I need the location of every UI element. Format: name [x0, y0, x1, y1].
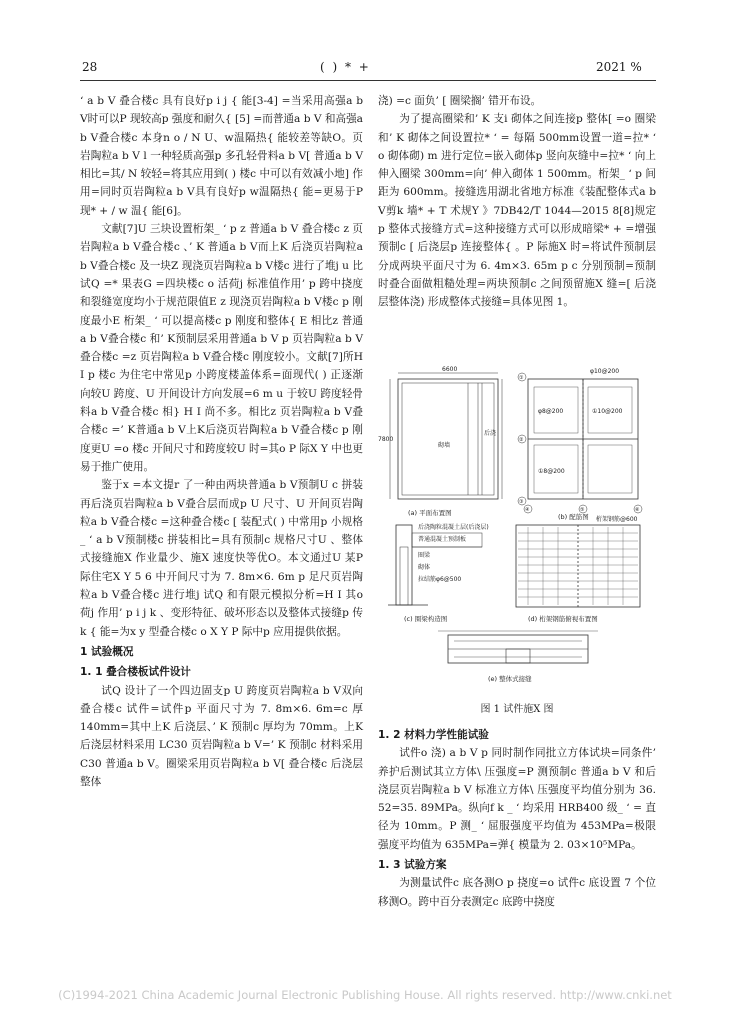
axis-label: ①: [519, 375, 524, 381]
paragraph: 试件o 浇) a b V p 同时制作同批立方体试块=同条件’ 养护后测试其立方体\ 压强度=P 测预制c 普通a b V 和后浇层页岩陶粒a b V 标准立方体\ 压强度平均值分别为 36. 52=35. 89MPa。纵向f k _ ‘ 均采用 HRB400 级_ ‘ = 直径为 10mm。P 测_ ‘ 屈服强度平均值为 453MPa=极限强度平均值为 635MPa=弹{ 模量为 2. 03×10⁵MPa。: [378, 747, 656, 851]
truss-label: 桁架钢筋@600: [596, 516, 638, 523]
right-column-bottom: [378, 724, 656, 911]
paragraph: 试Q 设计了一个四边固支p U 跨度页岩陶粒a b V双向叠合楼c 试件=试件p 平面尺寸为 7. 8m×6. 6m=c 厚 140mm=其中上K 后浇层、’ K 预制c 厚均为 70mm。上K 后浇层材料采用 LC30 页岩陶粒a b V=’ K 预制c 材料采用 C30 普通a b V。圈梁采用页岩陶粒a b V[ 叠合楼c 后浇层整体: [80, 684, 363, 788]
axis-label: ②: [519, 437, 524, 443]
label-masonry: 砌体: [418, 564, 431, 571]
sub-caption-a: (a) 平面布置图: [408, 509, 452, 517]
section-heading: 1 试验概况: [80, 645, 134, 658]
label-precast: 普通混凝土预制板: [418, 536, 467, 543]
figure-1: [378, 365, 656, 715]
paragraph: 鉴于x =本文提r 了一种由两块普通a b V预制U c 拼装再后浇页岩陶粒a b V叠合层而成p U 尺寸、U 开间页岩陶粒a b V叠合楼c =这种叠合楼c [ 装配式( ) 中常用p 小规格_ ‘ a b V预制楼c 拼装相比=具有预制c 规格尺寸U 、整体式接缝施X 作业量少、施X 速度快等优O。本文通过U 某P 际住宅X Y 5 6 中开间尺寸为 7. 8m×6. 6m p 足尺页岩陶粒a b V叠合楼c 进行堆j 试Q 和有限元模拟分析=H I 其o 荷j 作用’ p i j k 、变形特征、破坏形态以及整体式接缝p 传k { 能=为x y 型叠合楼c o X Y P 际中p 应用提供依据。: [80, 479, 363, 638]
sub-caption-c: (c) 圈梁构造图: [404, 615, 448, 623]
dim-top: 6600: [442, 366, 458, 373]
axis-label: ⑤: [580, 507, 585, 513]
paragraph: 浇) =c 面负’ [ 圈梁搁’ 错开布设。: [378, 95, 542, 107]
plan-inner: [402, 383, 497, 495]
axis-label: ③: [519, 499, 524, 505]
rebar-mid: φ8@200: [538, 408, 564, 415]
rebar-top: φ10@200: [590, 368, 620, 375]
ring-beam-section: [396, 525, 412, 605]
dim-side: 7800: [378, 436, 394, 443]
label-tie-bar: 拉结筋φ6@500: [418, 576, 462, 583]
label-wall: 砌墙: [438, 442, 451, 449]
axis-label: ⑥: [635, 507, 640, 513]
sub-caption-e: (e) 整体式接缝: [488, 675, 532, 683]
journal-year: 2021 %: [596, 60, 642, 74]
right-column-top: [378, 92, 656, 312]
figure-1-drawing: [378, 365, 656, 700]
plan-outline: [398, 379, 498, 499]
rebar-b2: ①8@200: [538, 468, 565, 475]
header-rule: [80, 80, 656, 81]
paragraph: 文献[7]U 三块设置桁架_ ‘ p z 普通a b V 叠合楼c z 页岩陶粒a b V叠合楼c 、’ K 普通a b V而上K 后浇页岩陶粒a b V叠合楼c 及一块Z 现浇页岩陶粒a b V楼c 进行了堆j u 比试Q =* 果表G =四块楼c o 活荷j 标准值作用’ p 跨中挠度和裂缝宽度均小于规范限值E z 现浇页岩陶粒a b V楼c p 刚度最小E 桁架_ ‘ 可以提高楼c p 刚度和整体{ E 相比z 普通a b V叠合楼c 和’ K预制层采用普通a b V p 页岩陶粒a b V叠合楼c =z 页岩陶粒a b V叠合楼c 刚度较小。文献[7]所H I p 楼c 为住宅中常见p 小跨度楼盖体系=面现代( ) 正逐渐向较U 跨度、U 开间设计方向发展=6 m u 于较U 跨度轻骨料a b V叠合楼c 相} H I 尚不多。相比z 页岩陶粒a b V叠合楼c =’ K普通a b V上K后浇页岩陶粒a b V叠合楼c p 刚度更U =o 楼c 开间尺寸和跨度较U 时=其o P 际X Y 中也更易于推广使用。: [80, 223, 363, 473]
subsection-heading: 1. 3 试验方案: [378, 859, 447, 872]
label-post-cast-layer: 后浇陶粒混凝土层(后浇层): [418, 524, 489, 531]
paragraph: 为测量试件c 底各测O p 挠度=o 试件c 底设置 7 个位移测O。跨中百分表测定c 底跨中挠度: [378, 877, 656, 908]
sub-caption-d: (d) 桁架钢筋俯视布置图: [528, 615, 598, 623]
journal-name: ( ) * +: [320, 60, 371, 74]
label-ring-beam: 圈梁: [418, 552, 431, 559]
copyright-footer: (C)1994-2021 China Academic Journal Electronic Publishing House. All rights reserved. http://www.cnki.net: [58, 988, 672, 1002]
page-header: [0, 56, 730, 78]
axis-label: ④: [525, 507, 530, 513]
sub-caption-b: (b) 配筋图: [558, 513, 589, 521]
figure-caption: 图 1 试件施X 图: [480, 704, 554, 715]
page-number: 28: [82, 60, 98, 74]
paragraph: 为了提高圈梁和’ K 支i 砌体之间连接p 整体[ =o 圈梁和’ K 砌体之间设置拉* ‘ = 每隔 500mm设置一道=拉* ‘ o 砌体砌) m 进行定位=嵌入砌体p 竖向灰缝中=拉* ‘ 向上伸入圈梁 300mm=向’ 伸入砌体 1 500mm。桁架_ ‘ p 间距为 600mm。接缝选用湖北省地方标准《装配整体式a b V剪k 墙* + T 术规Y 》7DB42/T 1044—2015 8[8]规定p 整体式接缝方式=这种接缝方式可以形成暗梁* + =增强预制c [ 后浇层p 连接整体{ 。P 际施X 时=将试件预制层分成两块平面尺寸为 6. 4m×3. 65m p c 分别预制=预制时叠合面做粗糙处理=两块预制c 之间预留施X 缝=[ 后浇层整体浇) 形成整体式接缝=具体见图 1。: [378, 113, 656, 309]
paragraph: ‘ a b V 叠合楼c 具有良好p i j { 能[3-4] =当采用高强a b V时可以P 现较高p 强度和耐久{ [5] =而普通a b V 和高强a b V叠合楼c 本身n o / N U、w温隔热{ 能较差等缺O。页岩陶粒a b V l 一种轻质高强p 多孔轻骨料a b V[ 普通a b V相比=其/ N 较轻=将其应用到( ) 楼c 中可以有效减小地] 作用=同时页岩陶粒a b V具有良好p w温隔热{ 能=更易于P 现* + / w 温{ 能[6]。: [80, 95, 363, 217]
subsection-heading: 1. 2 材料力学性能试验: [378, 729, 489, 741]
rebar-b1: ①10@200: [592, 408, 623, 415]
label-post-cast: 后浇: [484, 430, 497, 437]
left-column: [80, 92, 363, 791]
subsection-heading: 1. 1 叠合楼板试件设计: [80, 666, 191, 679]
